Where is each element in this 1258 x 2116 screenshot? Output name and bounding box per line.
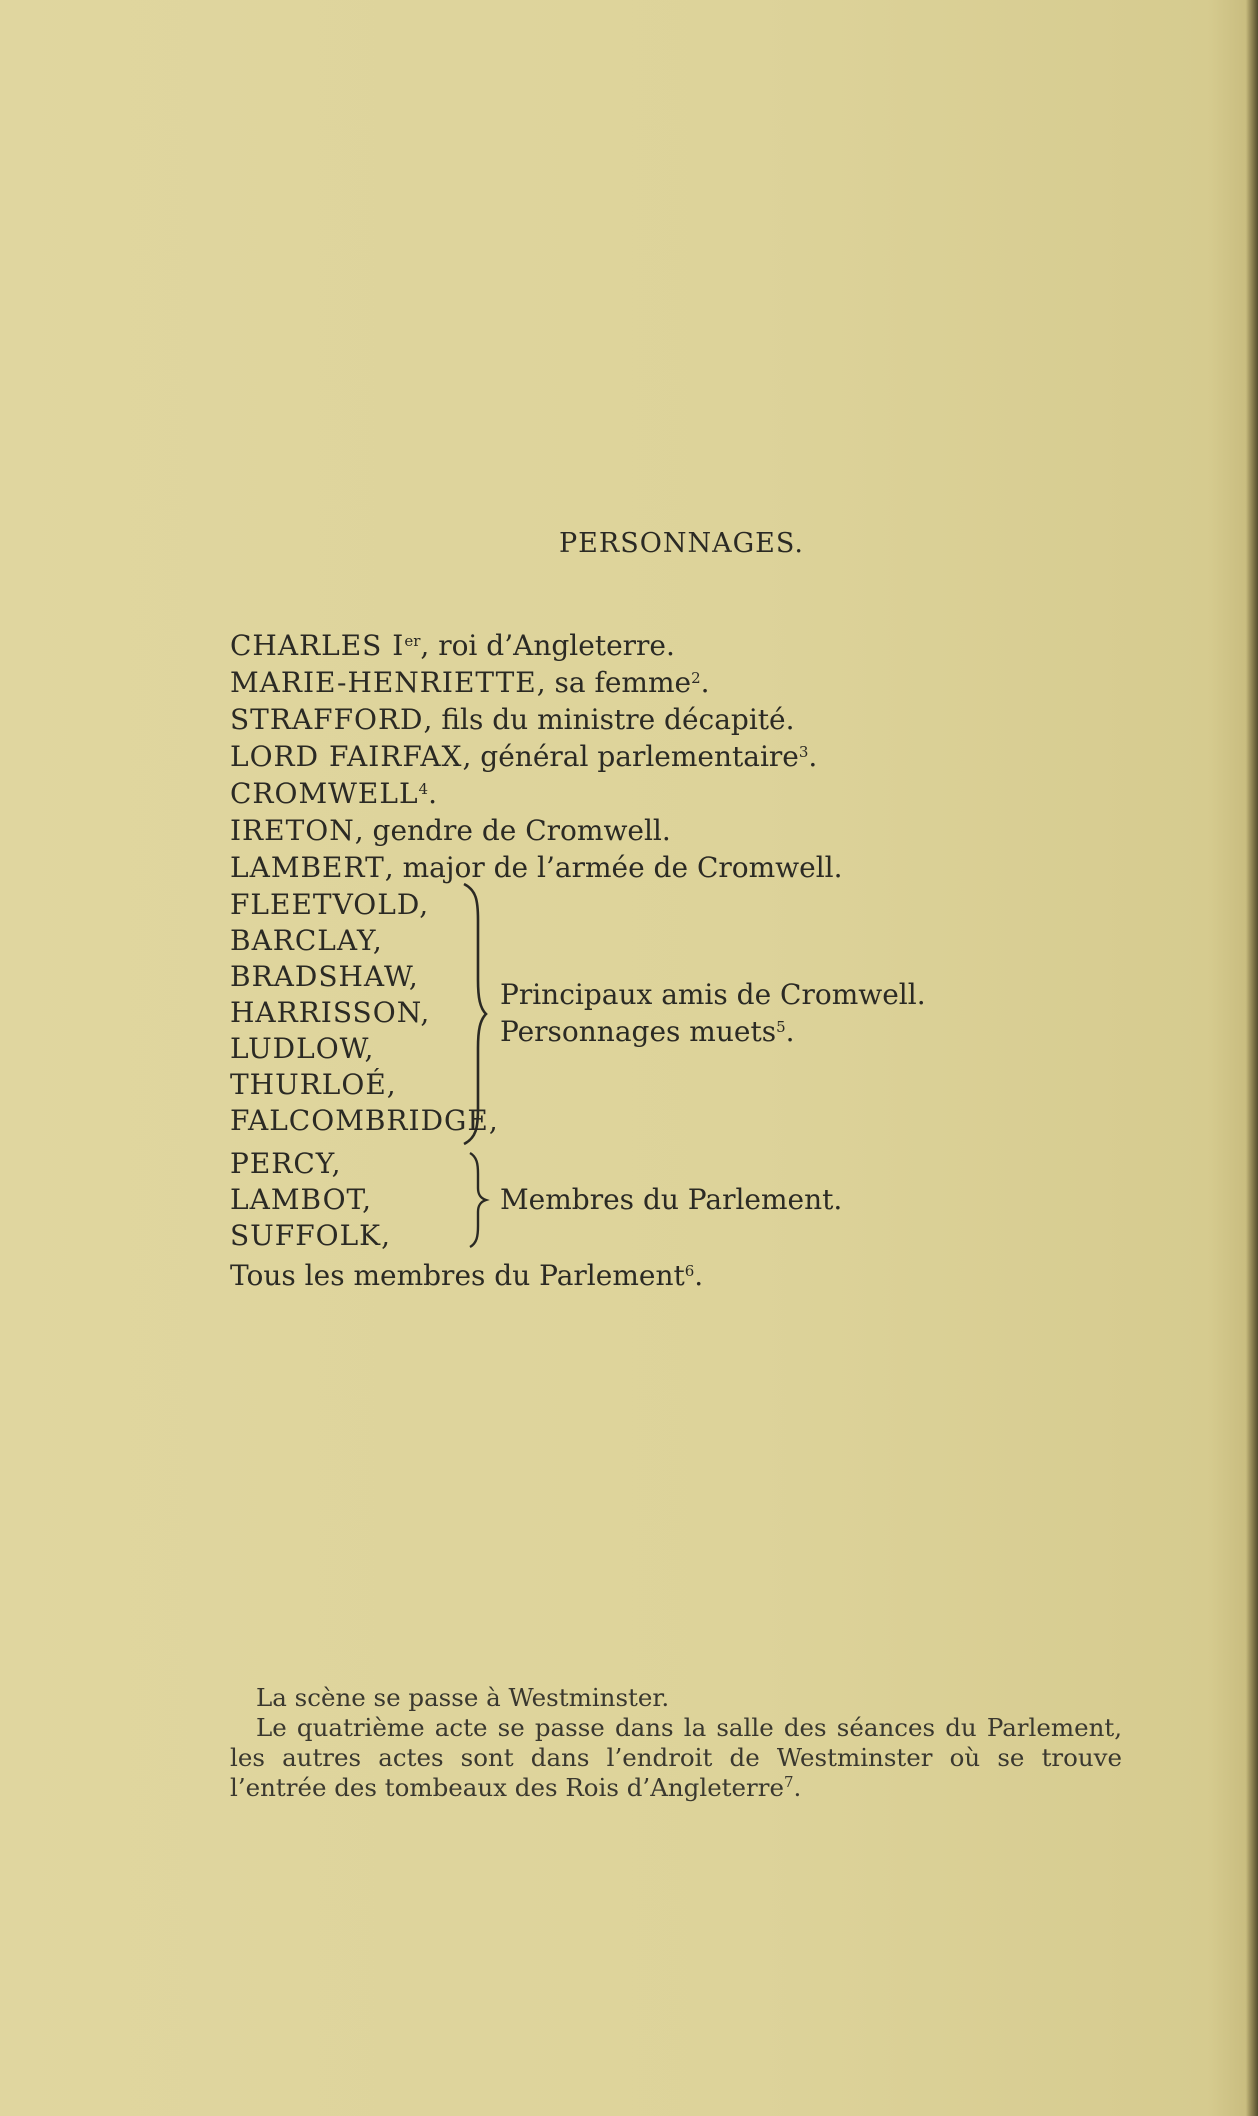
- friend-name: THURLOÉ,: [230, 1068, 397, 1101]
- page-edge-shadow: [1246, 0, 1258, 2116]
- members-note: Membres du Parlement.: [500, 1183, 843, 1216]
- scene-location: La scène se passe à Westminster.: [256, 1683, 670, 1712]
- curly-brace-icon: [468, 1150, 492, 1250]
- character-line: CROMWELL$^4$.: [230, 777, 437, 810]
- character-line: LORD FAIRFAX, général parlementaire$^3$.: [230, 740, 818, 773]
- character-line: IRETON, gendre de Cromwell.: [230, 814, 671, 847]
- friend-name: FALCOMBRIDGE,: [230, 1104, 499, 1137]
- character-line: MARIE-HENRIETTE, sa femme$^2$.: [230, 666, 710, 699]
- all-members-line: Tous les membres du Parlement$^6$.: [230, 1259, 704, 1292]
- friends-note: Principaux amis de Cromwell.: [500, 978, 926, 1011]
- scene-note: [230, 1683, 1122, 1803]
- member-name: LAMBOT,: [230, 1183, 372, 1216]
- curly-brace-icon: [462, 880, 492, 1148]
- scene-acts: Le quatrième acte se passe dans la salle des séances du Parlement, les autres actes sont dans l’endroit de Westminster où se trouve l’entrée des tombeaux des Rois d’Angleterre$^7$.: [230, 1713, 1122, 1802]
- member-name: SUFFOLK,: [230, 1219, 392, 1252]
- page-title: PERSONNAGES.: [559, 528, 804, 559]
- friend-name: BARCLAY,: [230, 924, 383, 957]
- character-line: STRAFFORD, fils du ministre décapité.: [230, 703, 795, 736]
- mute-note: Personnages muets$^5$.: [500, 1015, 795, 1048]
- character-line: CHARLES Ier, roi d’Angleterre.: [230, 629, 675, 662]
- friend-name: FLEETVOLD,: [230, 888, 430, 921]
- friend-name: BRADSHAW,: [230, 960, 419, 993]
- character-line: LAMBERT, major de l’armée de Cromwell.: [230, 851, 843, 884]
- friend-name: HARRISSON,: [230, 996, 431, 1029]
- friend-name: LUDLOW,: [230, 1032, 375, 1065]
- member-name: PERCY,: [230, 1147, 342, 1180]
